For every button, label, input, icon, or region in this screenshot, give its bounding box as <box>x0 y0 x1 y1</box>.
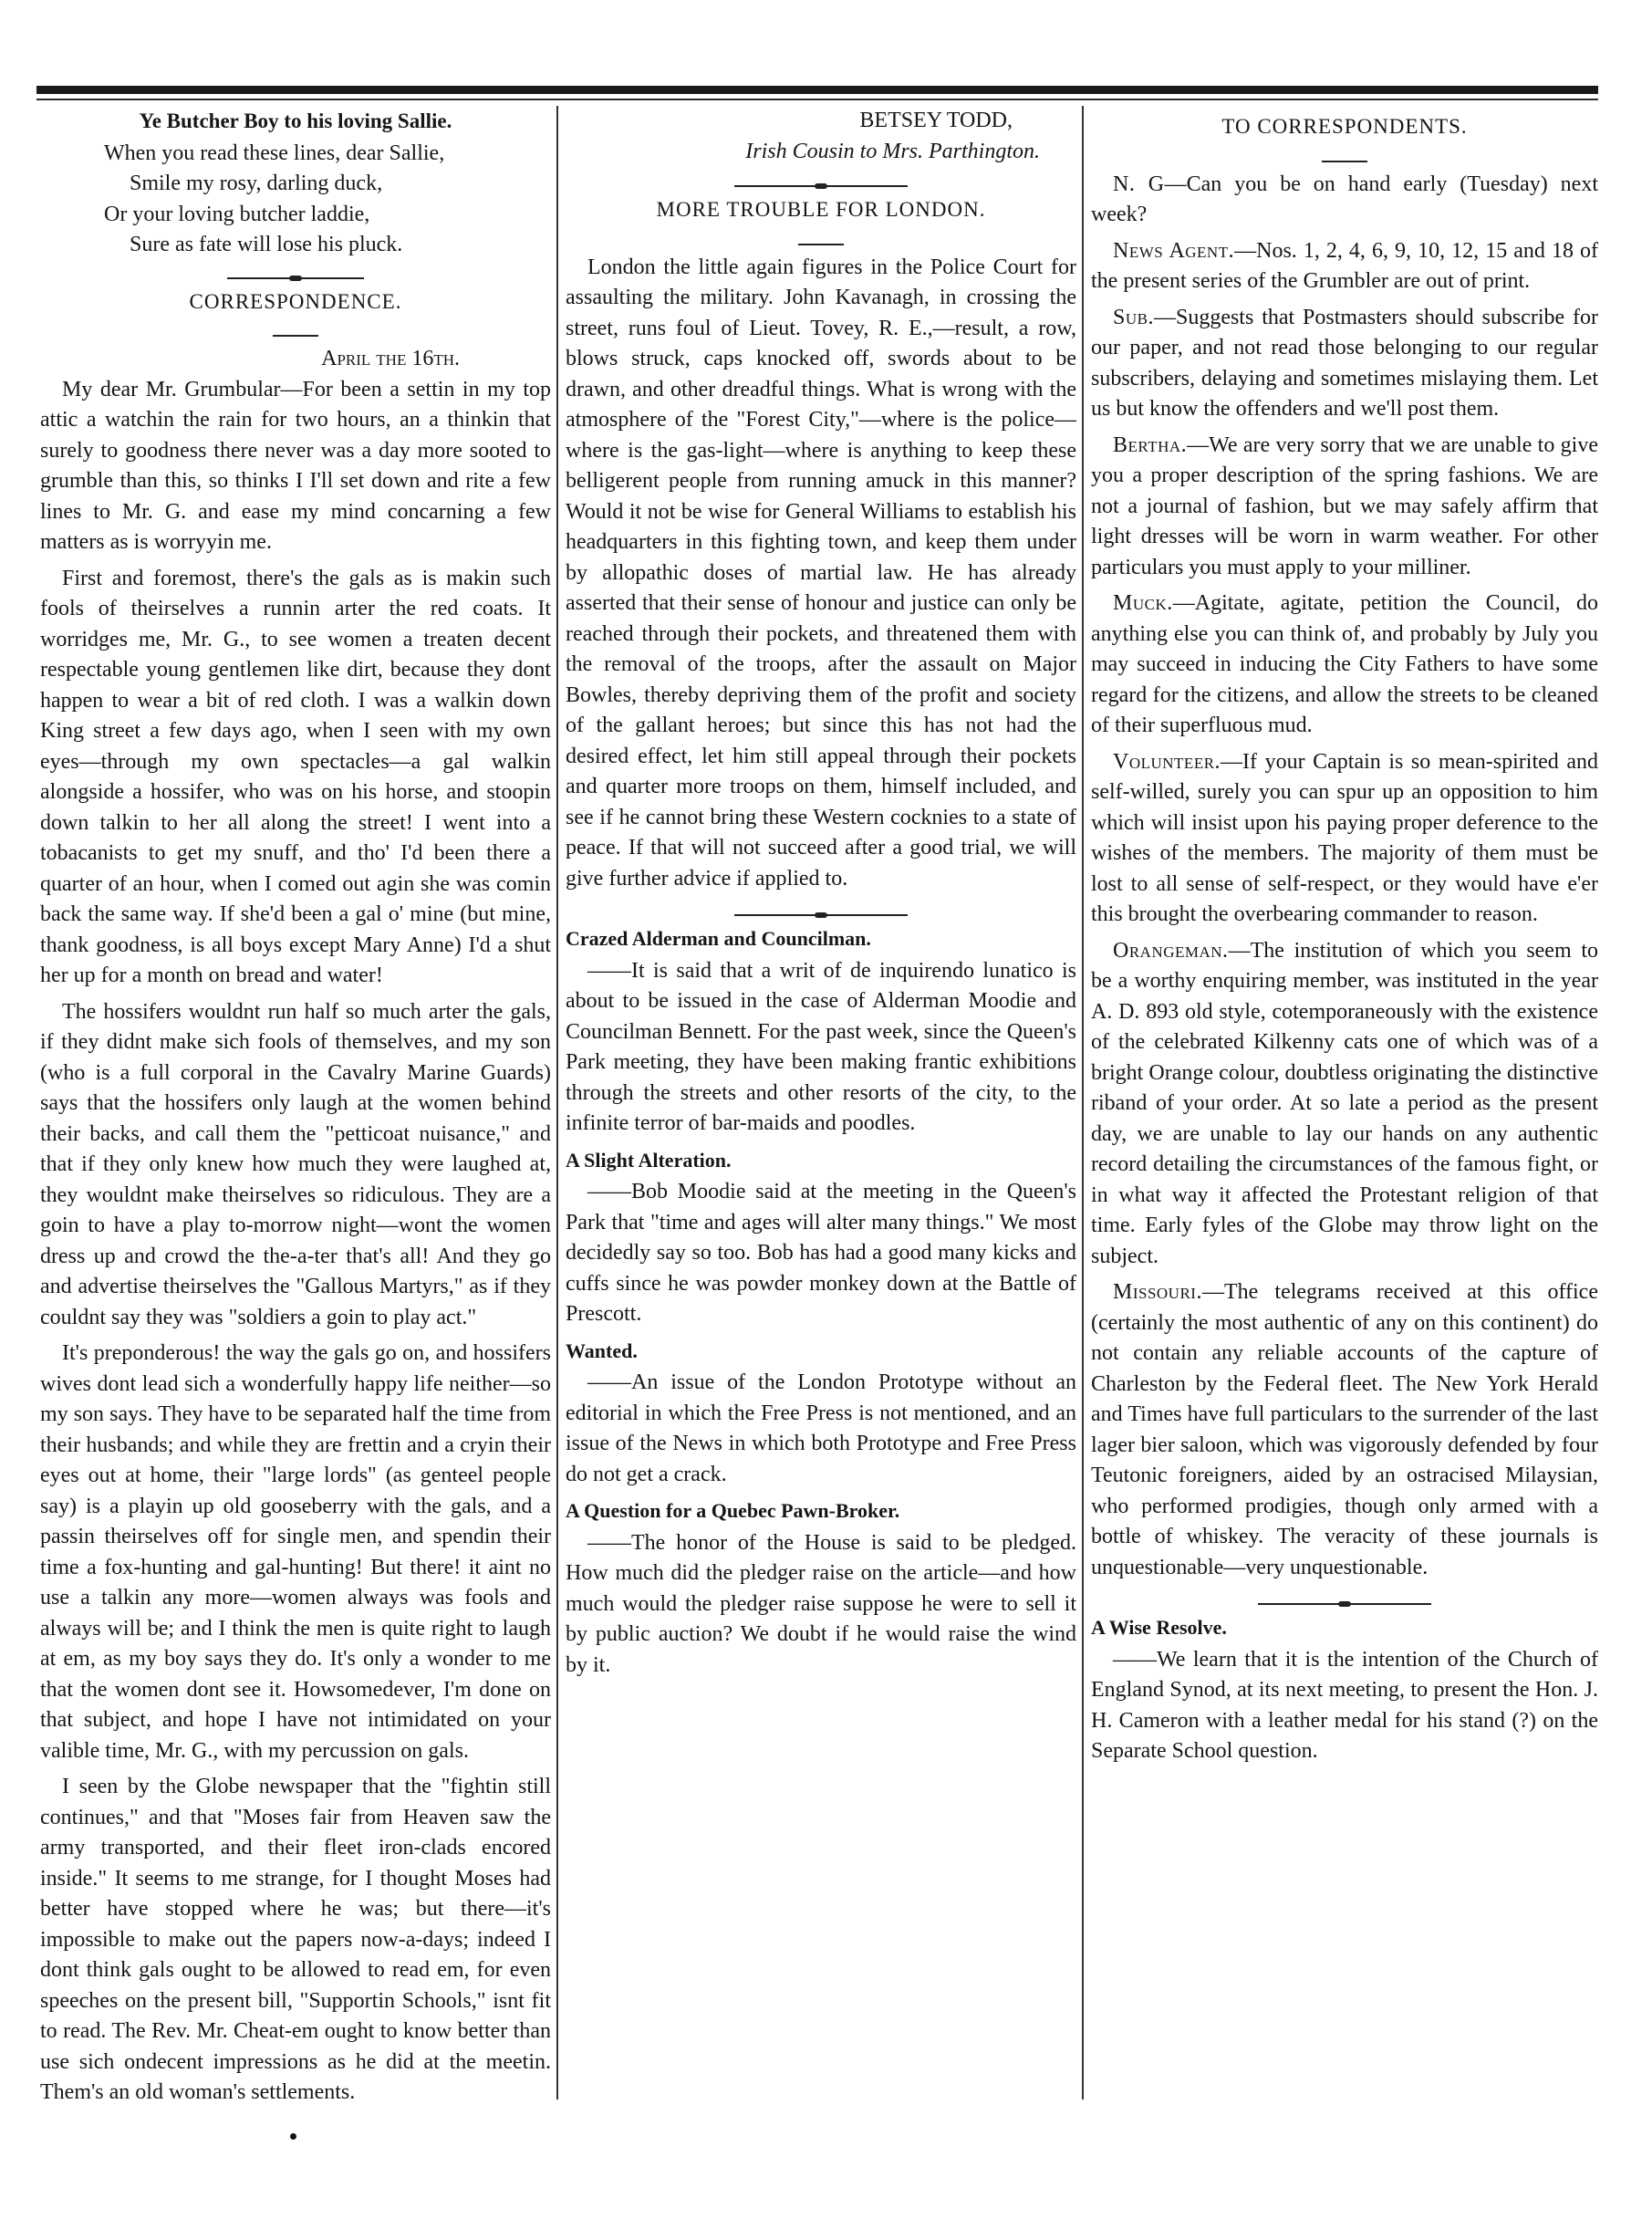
item-text: ——Bob Moodie said at the meeting in the Queen's Park that "time and ages will alter many things." We most decidedly say so too. Bob has had a good many kicks and cuffs since he was powder monkey down at the Battle of Prescott. <box>566 1180 1076 1326</box>
correspondent-reply: —If your Captain is so mean-spirited and self-willed, surely you can spur up an opposition to him which will insist upon his paying proper deference to the wishes of the members. The majority of them must be lost to all sense of self-respect, or they would have e'er this brought the overbearing commander to reason. <box>1091 749 1598 926</box>
heading-underline <box>40 320 551 339</box>
correspondent-reply: —Nos. 1, 2, 4, 6, 9, 10, 12, 15 and 18 of the present series of the Grumbler are out of print. <box>1091 238 1598 293</box>
letter-paragraph: I seen by the Globe newspaper that the "fightin still continues," and that "Moses fair from Heaven saw the army transported, and their fleet iron-clads encored inside." It seems to me strange, for I thought Moses had better have stopped where he was; but there—it's impossible to make out the papers now-a-days; indeed I dont think gals ought to be allowed to read em, for even speeches on the present bill, "Supportin Schools," isnt fit to read. The Rev. Mr. Cheat-em ought to know better than use sich ondecent impressions as he did at the meetin. Them's an old woman's settlements. <box>40 1775 551 2104</box>
correspondent-reply: —Agitate, agitate, petition the Council, do anything else you can think of, and probably by July you may succeed in inducing the City Fathers to have some regard for the citizens, and allow the streets to be cleaned of their superfluous mud. <box>1091 591 1598 737</box>
poem-title: Ye Butcher Boy to his loving Sallie. <box>139 109 452 132</box>
section-ornament <box>1091 1589 1598 1607</box>
correspondents-heading: TO CORRESPONDENTS. <box>1221 115 1468 138</box>
correspondent-entry <box>1091 589 1598 742</box>
letter-paragraph: The hossifers wouldnt run half so much arter the gals, if they didnt make sich fools of themselves, and my son (who is a full corporal in the Cavalry Marine Guards) says that the hossifers only laugh at the women behind their backs, and call them the "petticoat nuisance," and that if they only knew how much they were laughed at, they wouldnt make theirselves so ridiculous. They are a goin to have a play to-morrow night—wont the women dress up and crowd the the-a-ter that's all! And they go and advertise theirselves the "Gallous Martyrs," as if they couldnt say they was "soldiers a goin to play act." <box>40 999 551 1329</box>
section-ornament <box>40 263 551 281</box>
letter-paragraph: My dear Mr. Grumbular—For been a settin in my top attic a watchin the rain for two hours, an a thinkin that surely to goodness there never was a day more sooted to grumble than this, so thinks I I'll set down and rite a few lines to Mr. G. and ease my mind concarning a few matters as is worryyin me. <box>40 377 551 554</box>
section-ornament <box>566 171 1076 189</box>
letter-signature: BETSEY TODD, <box>859 109 1013 132</box>
item-text: ——The honor of the House is said to be pledged. How much did the pledger raise on the article—and how much would the pledger raise suppose he were to sell it by public auction? We doubt if he would raise the wind by it. <box>566 1530 1076 1677</box>
correspondent-entry <box>1091 170 1598 231</box>
masthead-rule-thin <box>36 99 1598 100</box>
letter-date: April the 16th. <box>321 347 460 370</box>
correspondent-name: Sub. <box>1113 305 1154 329</box>
correspondent-entry <box>1091 431 1598 584</box>
column-2 <box>566 106 1076 2122</box>
section-ornament <box>566 900 1076 918</box>
correspondent-entry <box>1091 747 1598 931</box>
correspondent-entry <box>1091 936 1598 1273</box>
letter-signature-note: Irish Cousin to Mrs. Parthington. <box>745 139 1040 163</box>
correspondent-entry <box>1091 303 1598 425</box>
column-divider-1 <box>556 106 558 2099</box>
correspondent-entry <box>1091 1277 1598 1583</box>
item-text: ——It is said that a writ of de inquirendo lunatico is about to be issued in the case of Alderman Moodie and Councilman Bennett. For the past week, since the Queen's Park meeting, they have been making frantic exhibitions through the streets and other resorts of the city, to the infinite terror of bar-maids and poodles. <box>566 958 1076 1135</box>
correspondent-name: N. G <box>1113 172 1165 196</box>
item-text: ——An issue of the London Prototype without an editorial in which the Free Press is not mentioned, and an issue of the News in which both Prototype and Free Press do not get a crack. <box>566 1370 1076 1486</box>
letter-paragraph: It's preponderous! the way the gals go on, and hossifers wives dont lead sich a wonderfully happy life neither—so my son says. They have to be separated half the time from their husbands; and while they are frettin and a cryin their eyes out at home, their "large lords" (as genteel people say) is a playin up old gooseberry with the gals, and a passin theirselves off for single men, and spendin their time a fox-hunting and gal-hunting! But there! it aint no use a talkin any more—women always was fools and always will be; and I think the men is quite right to laugh at em, as my boy says they do. It's only a wonder to me that the women dont see it. Howsomedever, I'm done on that subject, and hope I have not intimidated on your valible time, Mr. G., with my percussion on gals. <box>40 1341 551 1763</box>
correspondent-reply: —Suggests that Postmasters should subscribe for our paper, and not read those belonging to our regular subscribers, delaying and sometimes mislaying them. Let us but know the offenders and we'll post them. <box>1091 305 1598 421</box>
correspondent-reply: —Can you be on hand early (Tuesday) next week? <box>1091 172 1598 226</box>
item-title: A Question for a Quebec Pawn-Broker. <box>566 1499 900 1522</box>
column-3 <box>1091 106 1598 2122</box>
poem-line: Smile my rosy, darling duck, <box>130 172 383 195</box>
print-speck <box>290 2133 296 2140</box>
resolve-title: A Wise Resolve. <box>1091 1616 1227 1639</box>
column-1 <box>40 106 551 2122</box>
correspondent-name: Missouri. <box>1113 1280 1202 1304</box>
poem-line: Sure as fate will lose his pluck. <box>130 233 403 256</box>
correspondent-reply: —We are very sorry that we are unable to give you a proper description of the spring fashions. We are not a journal of fashion, but we may safely affirm that light dresses will be worn in warm weather. For other particulars you must apply to your milliner. <box>1091 432 1598 579</box>
letter-paragraph: First and foremost, there's the gals as is makin such fools of theirselves a runnin arter the red coats. It worridges me, Mr. G., to see women a treaten decent respectable young gentlemen like dirt, because they dont happen to wear a bit of red cloth. I was a walkin down King street a few days ago, when I seen with my own eyes—through my own spectacles—a gal walkin alongside a hossifer, who was on his horse, and stoopin down talkin to her all along the street! I went into a tobacanists to get my snuff, and tho' I'd been there a quarter of an hour, when I comed out agin she was comin back the same way. If she'd been a gal o' mine (but mine, thank goodness, is all boys except Mary Anne) I'd a shut her up for a month on bread and water! <box>40 566 551 987</box>
item-title: Crazed Alderman and Councilman. <box>566 927 871 950</box>
correspondent-entry <box>1091 236 1598 297</box>
correspondent-name: Bertha. <box>1113 432 1188 457</box>
correspondent-name: Muck. <box>1113 591 1173 615</box>
correspondent-name: Volunteer. <box>1113 749 1221 774</box>
heading-underline <box>566 229 1076 247</box>
resolve-text: ——We learn that it is the intention of the Church of England Synod, at its next meeting, to present the Hon. J. H. Cameron with a leather medal for his stand (?) on the Separate School question. <box>1091 1647 1598 1763</box>
correspondent-name: News Agent. <box>1113 238 1235 263</box>
poem-line: Or your loving butcher laddie, <box>104 202 370 226</box>
correspondent-name: Orangeman. <box>1113 938 1229 963</box>
london-heading: MORE TROUBLE FOR LONDON. <box>656 198 986 221</box>
poem-line: When you read these lines, dear Sallie, <box>104 141 445 165</box>
item-title: A Slight Alteration. <box>566 1148 732 1172</box>
correspondence-heading: CORRESPONDENCE. <box>189 289 402 313</box>
masthead-rule-thick <box>36 86 1598 94</box>
correspondent-reply: —The telegrams received at this office (certainly the most authentic of any on this continent) do not contain any reliable accounts of the capture of Charleston by the Federal fleet. The New York Herald and Times have full particulars to the surrender of the last lager bier saloon, which was vigorously defended by four Teutonic foreigners, aided by an ostracised Milaysian, who performed prodigies, though only armed with a bottle of whiskey. The veracity of these journals is unquestionable—very unquestionable. <box>1091 1280 1598 1579</box>
correspondent-reply: —The institution of which you seem to be a worthy enquiring member, was instituted in the year A. D. 893 old style, cotemporaneously with the existence of the celebrated Kilkenny cats one of which was of a bright Orange colour, doubtless originating the distinctive riband of your order. At so late a period as the present day, we are unable to lay our hands on any authentic record detailing the circumstances of the famous fight, or in what way it affected the Protestant religion of that time. Early fyles of the Globe may throw light on the subject. <box>1091 938 1598 1268</box>
item-title: Wanted. <box>566 1339 638 1362</box>
heading-underline <box>1091 146 1598 164</box>
poem-verse <box>40 139 551 261</box>
london-article: London the little again figures in the Police Court for assaulting the military. John Kavanagh, in crossing the street, runs foul of Lieut. Tovey, R. E.,—result, a row, blows struck, caps knocked off, swords about to be drawn, and other dreadful things. What is wrong with the atmosphere of the "Forest City,"—where is the police—where is the gas-light—where is anything to keep these belligerent people from running amuck in this manner? Would it not be wise for General Williams to establish his headquarters in this fighting town, and keep them under by allopathic doses of martial law. He has already asserted that their sense of honour and justice can only be reached through their pockets, and threatened them with the removal of the troops, after the assault on Major Bowles, thereby depriving them of the profit and society of the gallant heroes; but since this has not had the desired effect, let him still appeal through their pockets and quarter more troops on them, himself included, and see if he cannot bring these Western cocknies to a state of peace. If that will not succeed after a good trial, we will give further advice if applied to. <box>566 255 1076 891</box>
column-divider-2 <box>1082 106 1084 2099</box>
